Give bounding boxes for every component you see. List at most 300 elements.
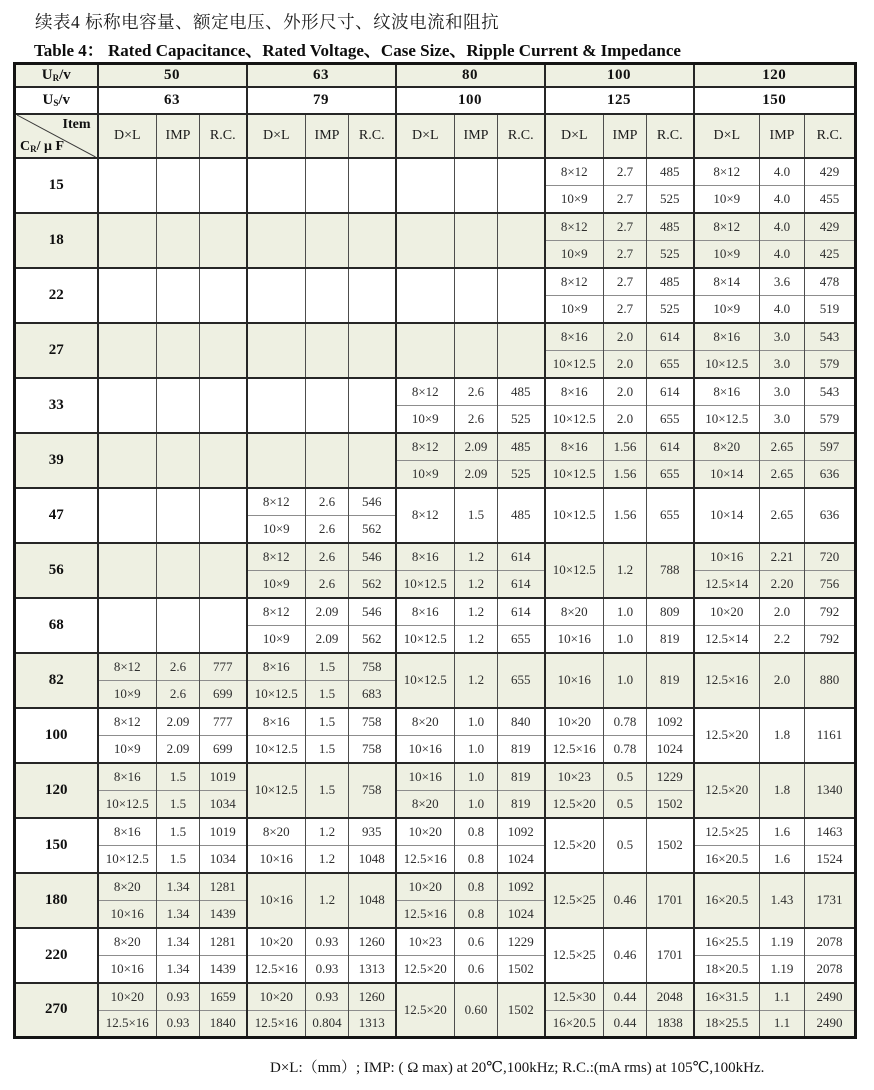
- spec-value-cell: 485: [647, 268, 694, 296]
- spec-value-cell: 10×12.5: [247, 763, 306, 818]
- spec-value-cell: 16×31.5: [694, 983, 760, 1011]
- spec-value-cell: 655: [647, 488, 694, 543]
- empty-cell: [157, 543, 200, 598]
- column-header-cell: IMP: [604, 114, 647, 158]
- rated-voltage-value: 80: [396, 64, 545, 87]
- empty-cell: [98, 323, 157, 378]
- spec-value-cell: 756: [805, 570, 856, 598]
- spec-value-cell: 0.6: [455, 928, 498, 956]
- spec-value-cell: 1.2: [306, 818, 349, 846]
- spec-value-cell: 12.5×25: [694, 818, 760, 846]
- spec-value-cell: 792: [805, 598, 856, 626]
- spec-value-cell: 2.65: [760, 460, 805, 488]
- spec-value-cell: 2078: [805, 955, 856, 983]
- spec-value-cell: 1260: [349, 928, 396, 956]
- spec-value-cell: 699: [200, 680, 247, 708]
- spec-value-cell: 18×20.5: [694, 955, 760, 983]
- spec-value-cell: 519: [805, 295, 856, 323]
- spec-value-cell: 0.8: [455, 900, 498, 928]
- spec-value-cell: 8×14: [694, 268, 760, 296]
- column-header-cell: R.C.: [805, 114, 856, 158]
- spec-value-cell: 2078: [805, 928, 856, 956]
- spec-value-cell: 1731: [805, 873, 856, 928]
- spec-value-cell: 10×9: [694, 295, 760, 323]
- label-rest: / μ F: [36, 138, 65, 154]
- label-main: C: [20, 138, 31, 154]
- spec-value-cell: 1.2: [455, 653, 498, 708]
- spec-value-cell: 429: [805, 158, 856, 186]
- empty-cell: [396, 268, 455, 323]
- spec-value-cell: 10×12.5: [545, 460, 604, 488]
- spec-value-cell: 1.56: [604, 488, 647, 543]
- corner-cell: [15, 114, 98, 158]
- capacitance-item-cell: 33: [15, 378, 98, 433]
- spec-value-cell: 10×9: [98, 680, 157, 708]
- spec-value-cell: 809: [647, 598, 694, 626]
- empty-cell: [98, 433, 157, 488]
- spec-value-cell: 819: [647, 653, 694, 708]
- spec-value-cell: 562: [349, 570, 396, 598]
- spec-value-cell: 614: [498, 598, 545, 626]
- empty-cell: [200, 268, 247, 323]
- spec-value-cell: 12.5×16: [247, 955, 306, 983]
- capacitance-item-cell: 100: [15, 708, 98, 763]
- spec-value-cell: 10×9: [247, 625, 306, 653]
- spec-value-cell: 1161: [805, 708, 856, 763]
- spec-value-cell: 0.8: [455, 818, 498, 846]
- empty-cell: [247, 378, 306, 433]
- spec-value-cell: 8×16: [247, 653, 306, 681]
- label-main: U: [41, 66, 53, 83]
- spec-value-cell: 429: [805, 213, 856, 241]
- spec-row: [15, 268, 856, 296]
- empty-cell: [98, 488, 157, 543]
- spec-value-cell: 10×12.5: [694, 350, 760, 378]
- spec-value-cell: 2.65: [760, 488, 805, 543]
- spec-value-cell: 8×12: [396, 488, 455, 543]
- spec-value-cell: 10×20: [247, 983, 306, 1011]
- spec-value-cell: 1439: [200, 900, 247, 928]
- empty-cell: [200, 378, 247, 433]
- spec-value-cell: 425: [805, 240, 856, 268]
- spec-value-cell: 788: [647, 543, 694, 598]
- spec-value-cell: 10×16: [247, 873, 306, 928]
- empty-cell: [157, 598, 200, 653]
- spec-value-cell: 8×16: [247, 708, 306, 736]
- spec-value-cell: 8×12: [545, 158, 604, 186]
- spec-value-cell: 1.5: [306, 763, 349, 818]
- spec-row: [15, 928, 856, 956]
- spec-value-cell: 10×12.5: [545, 405, 604, 433]
- spec-value-cell: 819: [498, 790, 545, 818]
- capacitance-item-cell: 39: [15, 433, 98, 488]
- label-rest: /v: [58, 91, 71, 108]
- spec-value-cell: 4.0: [760, 185, 805, 213]
- spec-value-cell: 819: [647, 625, 694, 653]
- surge-voltage-value: 63: [98, 87, 247, 114]
- spec-value-cell: 10×12.5: [396, 625, 455, 653]
- spec-value-cell: 777: [200, 653, 247, 681]
- surge-voltage-value: 125: [545, 87, 694, 114]
- spec-value-cell: 10×23: [545, 763, 604, 791]
- empty-cell: [455, 323, 498, 378]
- spec-value-cell: 699: [200, 735, 247, 763]
- spec-value-cell: 1019: [200, 818, 247, 846]
- spec-value-cell: 10×12.5: [396, 653, 455, 708]
- spec-value-cell: 8×16: [694, 323, 760, 351]
- spec-value-cell: 546: [349, 598, 396, 626]
- spec-value-cell: 0.93: [157, 983, 200, 1011]
- spec-value-cell: 16×20.5: [694, 873, 760, 928]
- label-rest: /v: [59, 66, 71, 83]
- spec-value-cell: 1524: [805, 845, 856, 873]
- spec-value-cell: 579: [805, 405, 856, 433]
- empty-cell: [349, 323, 396, 378]
- spec-row: [15, 433, 856, 461]
- spec-row: [15, 818, 856, 846]
- spec-value-cell: 3.0: [760, 323, 805, 351]
- empty-cell: [306, 268, 349, 323]
- spec-value-cell: 10×20: [247, 928, 306, 956]
- spec-value-cell: 1.43: [760, 873, 805, 928]
- page-title-en: Table 4： Rated Capacitance、Rated Voltage、Case Size、Ripple Current & Impedance: [34, 41, 681, 60]
- spec-value-cell: 2.6: [306, 570, 349, 598]
- rated-voltage-value: 63: [247, 64, 396, 87]
- spec-value-cell: 18×25.5: [694, 1010, 760, 1038]
- empty-cell: [200, 488, 247, 543]
- spec-value-cell: 1313: [349, 1010, 396, 1038]
- capacitance-item-cell: 56: [15, 543, 98, 598]
- spec-value-cell: 10×12.5: [98, 845, 157, 873]
- spec-value-cell: 485: [647, 213, 694, 241]
- spec-value-cell: 12.5×20: [545, 818, 604, 873]
- spec-value-cell: 1024: [647, 735, 694, 763]
- spec-value-cell: 8×20: [247, 818, 306, 846]
- column-header-cell: IMP: [760, 114, 805, 158]
- empty-cell: [157, 268, 200, 323]
- spec-value-cell: 1281: [200, 928, 247, 956]
- capacitance-item-cell: 18: [15, 213, 98, 268]
- column-header-cell: D×L: [545, 114, 604, 158]
- spec-value-cell: 1502: [647, 790, 694, 818]
- spec-value-cell: 614: [647, 323, 694, 351]
- spec-value-cell: 1229: [498, 928, 545, 956]
- spec-value-cell: 3.0: [760, 378, 805, 406]
- empty-cell: [157, 488, 200, 543]
- spec-value-cell: 579: [805, 350, 856, 378]
- spec-value-cell: 1.5: [157, 763, 200, 791]
- spec-value-cell: 8×16: [545, 433, 604, 461]
- spec-value-cell: 2.7: [604, 158, 647, 186]
- spec-value-cell: 792: [805, 625, 856, 653]
- spec-value-cell: 12.5×14: [694, 625, 760, 653]
- column-header-cell: D×L: [98, 114, 157, 158]
- spec-value-cell: 1.5: [306, 735, 349, 763]
- spec-value-cell: 0.78: [604, 708, 647, 736]
- empty-cell: [247, 268, 306, 323]
- spec-value-cell: 12.5×16: [247, 1010, 306, 1038]
- spec-value-cell: 1.8: [760, 708, 805, 763]
- spec-value-cell: 2.7: [604, 268, 647, 296]
- spec-value-cell: 2.09: [455, 433, 498, 461]
- corner-capacitance-label: [20, 139, 64, 155]
- spec-value-cell: 10×9: [694, 240, 760, 268]
- spec-value-cell: 1019: [200, 763, 247, 791]
- spec-value-cell: 12.5×25: [545, 928, 604, 983]
- spec-value-cell: 935: [349, 818, 396, 846]
- spec-row: [15, 158, 856, 186]
- spec-value-cell: 2.0: [604, 350, 647, 378]
- spec-value-cell: 1.0: [455, 735, 498, 763]
- spec-value-cell: 1.2: [306, 845, 349, 873]
- spec-value-cell: 0.78: [604, 735, 647, 763]
- spec-value-cell: 2.20: [760, 570, 805, 598]
- column-header-cell: IMP: [306, 114, 349, 158]
- spec-value-cell: 525: [647, 240, 694, 268]
- spec-value-cell: 10×12.5: [396, 570, 455, 598]
- spec-value-cell: 10×14: [694, 460, 760, 488]
- rated-voltage-row: [15, 64, 856, 87]
- spec-value-cell: 10×16: [98, 900, 157, 928]
- spec-row: [15, 598, 856, 626]
- spec-value-cell: 2.09: [306, 598, 349, 626]
- spec-value-cell: 0.8: [455, 873, 498, 901]
- spec-value-cell: 10×16: [694, 543, 760, 571]
- spec-value-cell: 8×16: [694, 378, 760, 406]
- spec-value-cell: 1.6: [760, 845, 805, 873]
- spec-value-cell: 2.09: [306, 625, 349, 653]
- spec-value-cell: 1.2: [455, 598, 498, 626]
- spec-value-cell: 10×9: [545, 185, 604, 213]
- spec-value-cell: 2.7: [604, 295, 647, 323]
- spec-value-cell: 10×20: [396, 873, 455, 901]
- spec-value-cell: 0.93: [306, 928, 349, 956]
- spec-value-cell: 8×20: [396, 790, 455, 818]
- spec-value-cell: 2.2: [760, 625, 805, 653]
- spec-value-cell: 478: [805, 268, 856, 296]
- label-subscript: R: [30, 143, 37, 154]
- empty-cell: [306, 378, 349, 433]
- empty-cell: [157, 323, 200, 378]
- spec-value-cell: 758: [349, 763, 396, 818]
- spec-value-cell: 12.5×20: [396, 983, 455, 1038]
- spec-value-cell: 10×9: [247, 515, 306, 543]
- spec-value-cell: 8×12: [247, 598, 306, 626]
- spec-value-cell: 10×12.5: [247, 735, 306, 763]
- capacitance-item-cell: 27: [15, 323, 98, 378]
- spec-value-cell: 1.34: [157, 873, 200, 901]
- spec-value-cell: 525: [498, 405, 545, 433]
- spec-value-cell: 1092: [647, 708, 694, 736]
- spec-value-cell: 10×9: [545, 240, 604, 268]
- spec-value-cell: 1.34: [157, 900, 200, 928]
- spec-value-cell: 1313: [349, 955, 396, 983]
- spec-value-cell: 2.0: [760, 598, 805, 626]
- empty-cell: [200, 213, 247, 268]
- column-header-cell: R.C.: [498, 114, 545, 158]
- spec-value-cell: 12.5×30: [545, 983, 604, 1011]
- spec-value-cell: 562: [349, 625, 396, 653]
- rated-voltage-label: [15, 64, 98, 87]
- label-main: U: [42, 91, 54, 108]
- spec-value-cell: 683: [349, 680, 396, 708]
- capacitance-item-cell: 270: [15, 983, 98, 1038]
- spec-value-cell: 597: [805, 433, 856, 461]
- spec-value-cell: 614: [647, 433, 694, 461]
- empty-cell: [98, 268, 157, 323]
- surge-voltage-value: 150: [694, 87, 856, 114]
- spec-row: [15, 213, 856, 241]
- empty-cell: [98, 598, 157, 653]
- spec-value-cell: 1838: [647, 1010, 694, 1038]
- spec-value-cell: 546: [349, 543, 396, 571]
- spec-value-cell: 2.0: [760, 653, 805, 708]
- spec-value-cell: 1034: [200, 845, 247, 873]
- spec-value-cell: 1229: [647, 763, 694, 791]
- spec-value-cell: 8×16: [396, 598, 455, 626]
- spec-value-cell: 2.6: [306, 543, 349, 571]
- spec-value-cell: 10×9: [396, 460, 455, 488]
- empty-cell: [455, 268, 498, 323]
- spec-value-cell: 1260: [349, 983, 396, 1011]
- empty-cell: [349, 433, 396, 488]
- spec-value-cell: 2.6: [306, 488, 349, 516]
- spec-value-cell: 2.0: [604, 405, 647, 433]
- page-title-cn: 续表4 标称电容量、额定电压、外形尺寸、纹波电流和阻抗: [35, 12, 500, 32]
- spec-value-cell: 840: [498, 708, 545, 736]
- empty-cell: [349, 378, 396, 433]
- spec-value-cell: 655: [498, 625, 545, 653]
- surge-voltage-value: 100: [396, 87, 545, 114]
- spec-value-cell: 1092: [498, 873, 545, 901]
- spec-value-cell: 1.5: [157, 818, 200, 846]
- spec-value-cell: 1439: [200, 955, 247, 983]
- spec-value-cell: 10×20: [396, 818, 455, 846]
- empty-cell: [396, 158, 455, 213]
- spec-value-cell: 8×12: [247, 488, 306, 516]
- capacitance-item-cell: 82: [15, 653, 98, 708]
- spec-value-cell: 1701: [647, 928, 694, 983]
- spec-value-cell: 12.5×25: [545, 873, 604, 928]
- column-header-cell: IMP: [455, 114, 498, 158]
- spec-value-cell: 2.21: [760, 543, 805, 571]
- spec-value-cell: 1.2: [306, 873, 349, 928]
- spec-value-cell: 543: [805, 378, 856, 406]
- spec-value-cell: 4.0: [760, 240, 805, 268]
- spec-row: [15, 653, 856, 681]
- spec-value-cell: 0.46: [604, 873, 647, 928]
- empty-cell: [498, 158, 545, 213]
- spec-value-cell: 455: [805, 185, 856, 213]
- spec-value-cell: 1.5: [306, 680, 349, 708]
- spec-value-cell: 8×12: [98, 653, 157, 681]
- spec-value-cell: 1659: [200, 983, 247, 1011]
- spec-value-cell: 1048: [349, 845, 396, 873]
- capacitance-item-cell: 120: [15, 763, 98, 818]
- spec-value-cell: 0.5: [604, 818, 647, 873]
- spec-value-cell: 4.0: [760, 158, 805, 186]
- column-header-cell: R.C.: [349, 114, 396, 158]
- capacitance-item-cell: 22: [15, 268, 98, 323]
- spec-value-cell: 1.0: [455, 790, 498, 818]
- spec-value-cell: 720: [805, 543, 856, 571]
- empty-cell: [498, 268, 545, 323]
- capacitance-item-cell: 150: [15, 818, 98, 873]
- spec-value-cell: 16×20.5: [694, 845, 760, 873]
- spec-value-cell: 8×12: [694, 158, 760, 186]
- spec-value-cell: 655: [647, 460, 694, 488]
- surge-voltage-row: [15, 87, 856, 114]
- spec-value-cell: 0.5: [604, 790, 647, 818]
- column-header-cell: R.C.: [647, 114, 694, 158]
- rated-voltage-value: 50: [98, 64, 247, 87]
- column-header-cell: R.C.: [200, 114, 247, 158]
- spec-row: [15, 955, 856, 983]
- spec-value-cell: 10×12.5: [694, 405, 760, 433]
- spec-value-cell: 1502: [647, 818, 694, 873]
- spec-value-cell: 614: [498, 570, 545, 598]
- spec-value-cell: 525: [498, 460, 545, 488]
- empty-cell: [200, 433, 247, 488]
- empty-cell: [455, 158, 498, 213]
- spec-value-cell: 655: [647, 405, 694, 433]
- spec-value-cell: 10×12.5: [545, 488, 604, 543]
- spec-value-cell: 12.5×16: [545, 735, 604, 763]
- spec-value-cell: 1092: [498, 818, 545, 846]
- capacitance-item-cell: 68: [15, 598, 98, 653]
- column-header-cell: IMP: [157, 114, 200, 158]
- spec-value-cell: 1048: [349, 873, 396, 928]
- spec-value-cell: 1.5: [306, 653, 349, 681]
- spec-value-cell: 1.5: [455, 488, 498, 543]
- spec-value-cell: 1.19: [760, 955, 805, 983]
- spec-value-cell: 10×9: [545, 295, 604, 323]
- spec-value-cell: 880: [805, 653, 856, 708]
- spec-value-cell: 10×12.5: [247, 680, 306, 708]
- capacitance-item-cell: 180: [15, 873, 98, 928]
- spec-value-cell: 8×20: [694, 433, 760, 461]
- spec-value-cell: 485: [498, 488, 545, 543]
- rated-voltage-value: 100: [545, 64, 694, 87]
- spec-value-cell: 1.0: [455, 708, 498, 736]
- spec-value-cell: 655: [647, 350, 694, 378]
- spec-value-cell: 485: [647, 158, 694, 186]
- spec-value-cell: 1.56: [604, 433, 647, 461]
- spec-value-cell: 1701: [647, 873, 694, 928]
- capacitance-item-cell: 15: [15, 158, 98, 213]
- spec-value-cell: 1463: [805, 818, 856, 846]
- spec-value-cell: 1502: [498, 983, 545, 1038]
- spec-value-cell: 1.34: [157, 928, 200, 956]
- spec-value-cell: 2.6: [455, 378, 498, 406]
- spec-value-cell: 12.5×20: [694, 763, 760, 818]
- spec-value-cell: 10×16: [545, 653, 604, 708]
- spec-value-cell: 8×16: [98, 818, 157, 846]
- spec-value-cell: 2.0: [604, 378, 647, 406]
- spec-value-cell: 10×20: [694, 598, 760, 626]
- spec-value-cell: 8×20: [98, 928, 157, 956]
- spec-value-cell: 4.0: [760, 295, 805, 323]
- label-subscript: R: [52, 72, 60, 83]
- spec-value-cell: 10×12.5: [545, 350, 604, 378]
- spec-value-cell: 1.56: [604, 460, 647, 488]
- empty-cell: [200, 158, 247, 213]
- spec-value-cell: 2.7: [604, 185, 647, 213]
- empty-cell: [349, 268, 396, 323]
- spec-value-cell: 10×12.5: [98, 790, 157, 818]
- spec-value-cell: 1.0: [604, 653, 647, 708]
- spec-value-cell: 1.2: [455, 625, 498, 653]
